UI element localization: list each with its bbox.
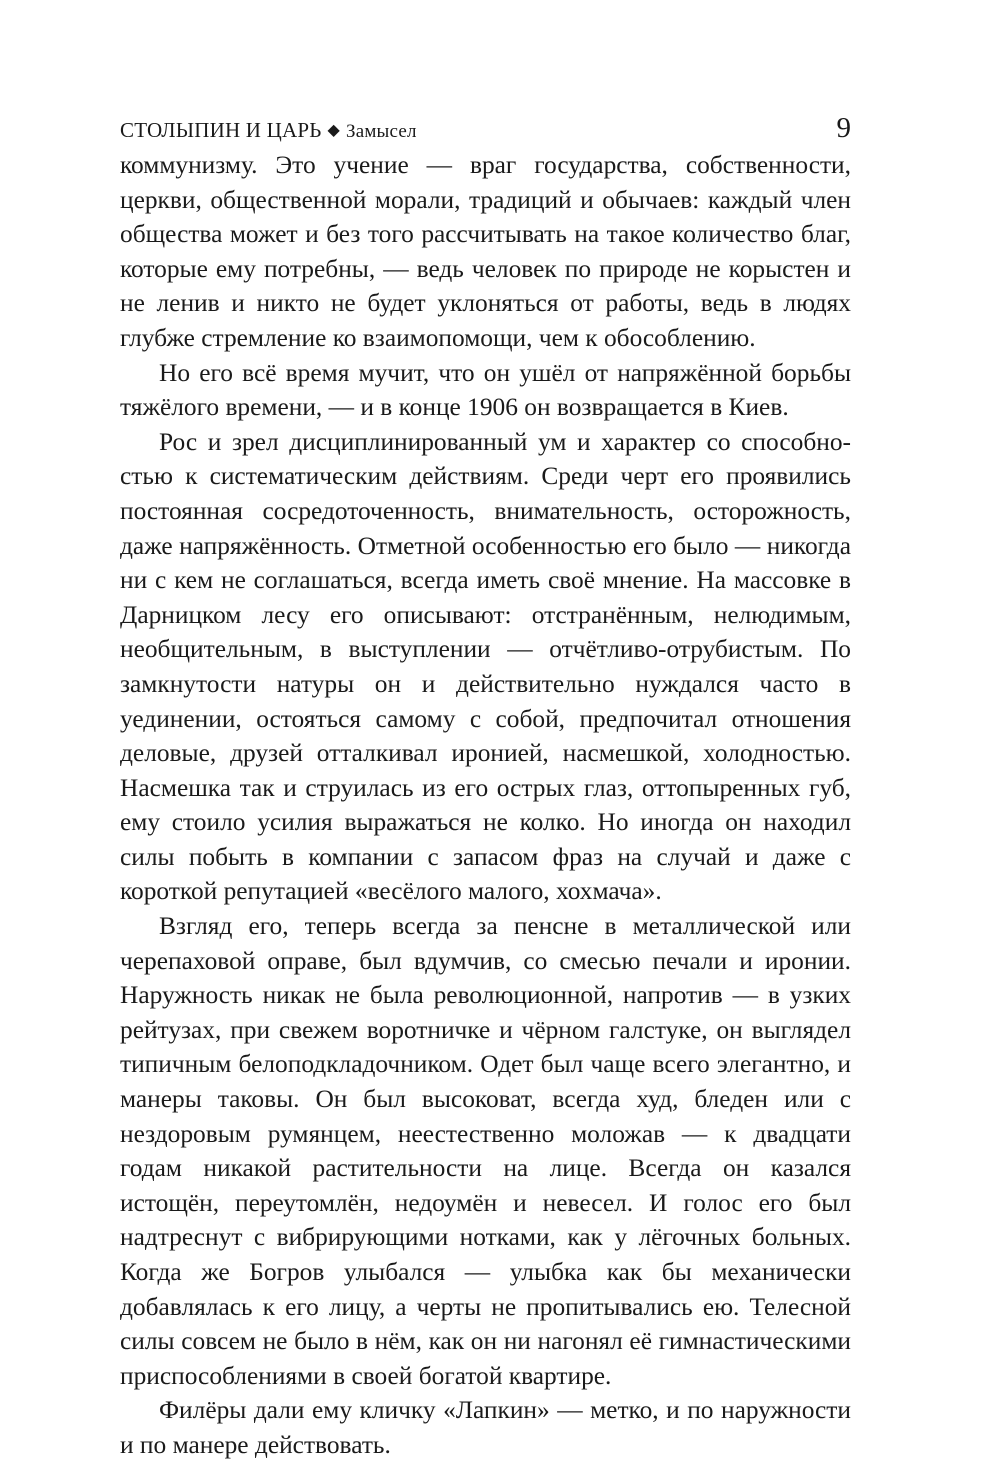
book-page [120,112,851,1463]
paragraph-2: Но его всё время мучит, что он ушёл от напряжённой борьбы тяжёлого времени, — и в конце 1906 он возвращается в Киев. [120,358,851,422]
paragraph-3: Рос и зрел дисциплинированный ум и характер со способностью к систематическим действиям. Среди черт его проявились постоянная сосредоточенность, внимательность, осторожность, даже напряжённость. Отметной особенностью его было — никогда ни с кем не соглашаться, всегда иметь своё мнение. На массовке в Дарницком лесу его описывают: отстранённым, нелюдимым, необщительным, в выступлении — отчётливо-отрубистым. По замкнутости натуры он и действительно нуждался часто в уединении, остояться самому с собой, предпочитал отношения деловые, друзей отталкивал иронией, насмешкой, холодностью. Насмешка так и струилась из его острых глаз, оттопыренных губ, ему стоило усилия выражаться не колко. Но иногда он находил силы побыть в компании с запасом фраз на случай и даже с короткой репутацией «весёлого малого, хохмача». [120,427,851,906]
section-title: Замысел [345,121,417,142]
diamond-separator-icon: ◆ [327,122,340,139]
running-head-left [120,118,417,143]
running-head [120,112,851,148]
body-text [120,148,851,1463]
paragraph-4: Взгляд его, теперь всегда за пенсне в металлической или черепаховой оправе, был вдумчив, со смесью печали и иронии. Наружность никак не была революционной, напротив — в узких рейтузах, при свежем воротничке и чёрном галстуке, он выглядел типичным белоподкладочником. Одет был чаще всего элегантно, и манеры таковы. Он был высоковат, всегда худ, бледен или с нездоровым румянцем, неестественно моложав — к двадцати годам никакой растительности на лице. Всегда он казался истощён, переутомлён, недоумён и невесел. И голос его был надтреснут с вибрирующими нотками, как у лёгочных больных. Когда же Богров улыбался — улыбка как бы механически добавлялась к его лицу, а черты не пропитывались ею. Телесной силы совсем не было в нём, как он ни нагонял её гимнастическими приспособлениями в своей богатой квартире. [120,912,851,1390]
paragraph-5: Филёры дали ему кличку «Лапкин» — метко, и по наружности и по манере действовать. [120,1396,851,1459]
book-title: СТОЛЫПИН И ЦАРЬ [120,118,322,142]
paragraph-1: коммунизму. Это учение — враг государства, собственности, церкви, общественной морали, традиций и обычаев: каждый член общества может и без того рассчитывать на такое количество благ, которые ему потребны, — ведь человек по природе не корыстен и не ленив и никто не будет уклоняться от работы, ведь в людях глубже стремление ко взаимопомощи, чем к обособлению. [120,151,851,352]
page-number: 9 [836,112,851,144]
